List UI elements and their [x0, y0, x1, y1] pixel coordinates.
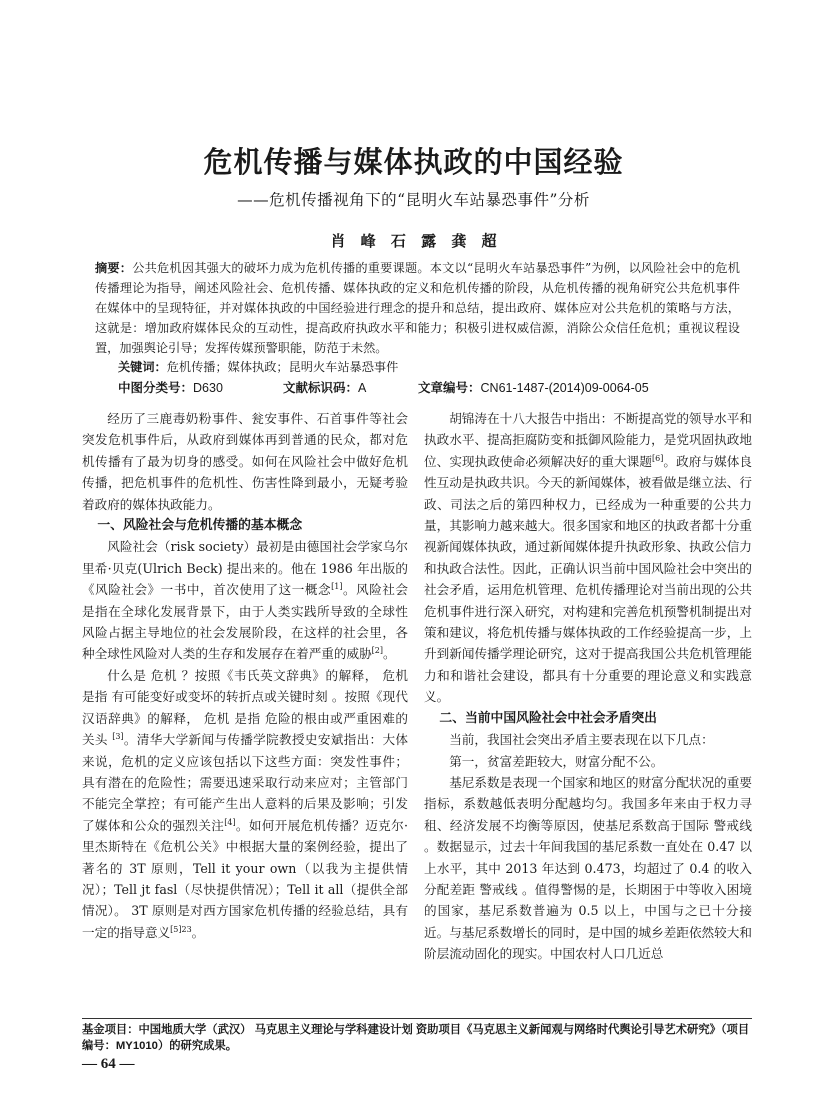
abstract-label: 摘要：: [95, 261, 133, 275]
abstract-text: 公共危机因其强大的破坏力成为危机传播的重要课题。本文以“昆明火车站暴恐事件”为例，以风险社会中的危机传播理论为指导，阐述风险社会、危机传播、媒体执政的定义和危机传播的阶段，从危机传播的视角研究公共危机事件在媒体中的呈现特征，并对媒体执政的中国经验进行理念的提升和总结，提出政府、媒体应对公共危机的策略与方法，这就是：增加政府媒体民众的互动性，提高政府执政水平和能力；积极引进权威信源，消除公众信任危机；重视议程设置，加强舆论引导；发挥传媒预警职能，防范于未然。: [95, 261, 740, 355]
paragraph: 当前，我国社会突出矛盾主要表现在以下几点：: [449, 732, 714, 748]
section-heading-1: 一、风险社会与危机传播的基本概念: [97, 518, 303, 534]
sub-heading: 第一，贫富差距较大，财富分配不公。: [449, 753, 664, 769]
paper-subtitle: ——危机传播视角下的“昆明火车站暴恐事件”分析: [237, 191, 590, 209]
paper-title: 危机传播与媒体执政的中国经验: [203, 145, 624, 179]
paragraph: 胡锦涛在十八大报告中指出：不断提高党的领导水平和执政水平、提高拒腐防变和抵御风险能力，是党巩固执政地位、实现执政使命必须解决好的重大课题[6]。政府与媒体良性互动是执政共识。今天的新闻媒体，被看做是继立法、行政、司法之后的第四种权力，已经成为一种重要的公共力量，其影响力越来越大。很多国家和地区的执政者都十分重视新闻媒体执政，通过新闻媒体提升执政形象、执政公信力和执政合法性。因此，正确认识当前中国风险社会中突出的社会矛盾，运用危机管理、危机传播理论对当前出现的公共危机事件进行深入研究，对构建和完善危机预警机制提出对策和建议，将危机传播与媒体执政的工作经验提高一步，上升到新闻传播学理论研究，这对于提高我国公共危机管理能力和和谐社会建设，都具有十分重要的理论意义和实践意义。: [424, 411, 753, 705]
right-column: [424, 408, 752, 965]
keywords-text: 危机传播；媒体执政；昆明火车站暴恐事件: [166, 360, 399, 374]
authors: 肖 峰 石 露 龚 超: [330, 232, 497, 250]
article-number: 文章编号：CN61-1487-(2014)09-0064-05: [418, 381, 649, 395]
paragraph: 什么是 危机 ？按照《韦氏英文辞典》的解释， 危机 是指 有可能变好或变坏的转折点或关键时刻 。按照《现代汉语辞典》的解释， 危机 是指 危险的根由或严重困难的关头 [3]。清华大学新闻与传播学院教授史安斌指出：大体来说，危机的定义应该包括以下这些方面：突发性事件；具有潜在的危险性；需要迅速采取行动来应对；主管部门不能完全掌控；有可能产生出人意料的后果及影响；引发了媒体和公众的强烈关注[4]。如何开展危机传播？迈克尔·里杰斯特在《危机公关》中根据大量的案例经验，提出了著名的 3T 原则，Tell it your own（以我为主提供情况）；Tell jt fasl（尽快提供情况）；Tell it all（提供全部情况）。 3T 原则是对西方国家危机传播的经验总结，具有一定的指导意义$^{[5]23}$。: [82, 667, 408, 940]
left-column: [82, 408, 408, 943]
paragraph: 基尼系数是表现一个国家和地区的财富分配状况的重要指标，系数越低表明分配越均匀。我国多年来由于权力寻租、经济发展不均衡等原因，使基尼系数高于国际 警戒线 。数据显示，过去十年间我国的基尼系数一直处在 0.47 以上水平，其中 2013 年达到 0.473，均超过了 0.4 的收入分配差距 警戒线 。值得警惕的是，长期困于中等收入困境的国家，基尼系数普遍为 0.5 以上，中国与之已十分接近。与基尼系数增长的同时，是中国的城乡差距依然较大和阶层流动固化的现实。中国农村人口几近总: [424, 774, 752, 962]
footnote-divider: [82, 1018, 752, 1019]
paragraph: 风险社会（risk society）最初是由德国社会学家乌尔里希·贝克(Ulrich Beck) 提出来的。他在 1986 年出版的《风险社会》一书中，首次使用了这一概念[1]。风险社会是指在全球化发展背景下，由于人类实践所导致的全球性风险占据主导地位的社会发展阶段，在这样的社会里，各种全球性风险对人类的生存和发展存在着严重的威胁[2]。: [82, 539, 409, 662]
section-heading-2: 二、当前中国风险社会中社会矛盾突出: [439, 710, 657, 726]
page-number: — 64 —: [82, 1056, 135, 1072]
doc-code: 文献标识码：A: [283, 381, 367, 395]
keywords-label: 关键词：: [118, 360, 167, 374]
keywords: [118, 357, 738, 377]
funding-note: 基金项目：中国地质大学（武汉） 马克思主义理论与学科建设计划 资助项目《马克思主义新闻观与网络时代舆论引导艺术研究》（项目编号：MY1010）的研究成果。: [82, 1024, 750, 1052]
paragraph: 经历了三鹿毒奶粉事件、瓮安事件、石首事件等社会突发危机事件后，从政府到媒体再到普通的民众，都对危机传播有了最为切身的感受。如何在风险社会中做好危机传播，把危机事件的危机性、伤害性降到最小，无疑考验着政府的媒体执政能力。: [82, 411, 408, 512]
abstract: [95, 258, 740, 358]
class-number: 中图分类号：D630: [118, 381, 223, 395]
